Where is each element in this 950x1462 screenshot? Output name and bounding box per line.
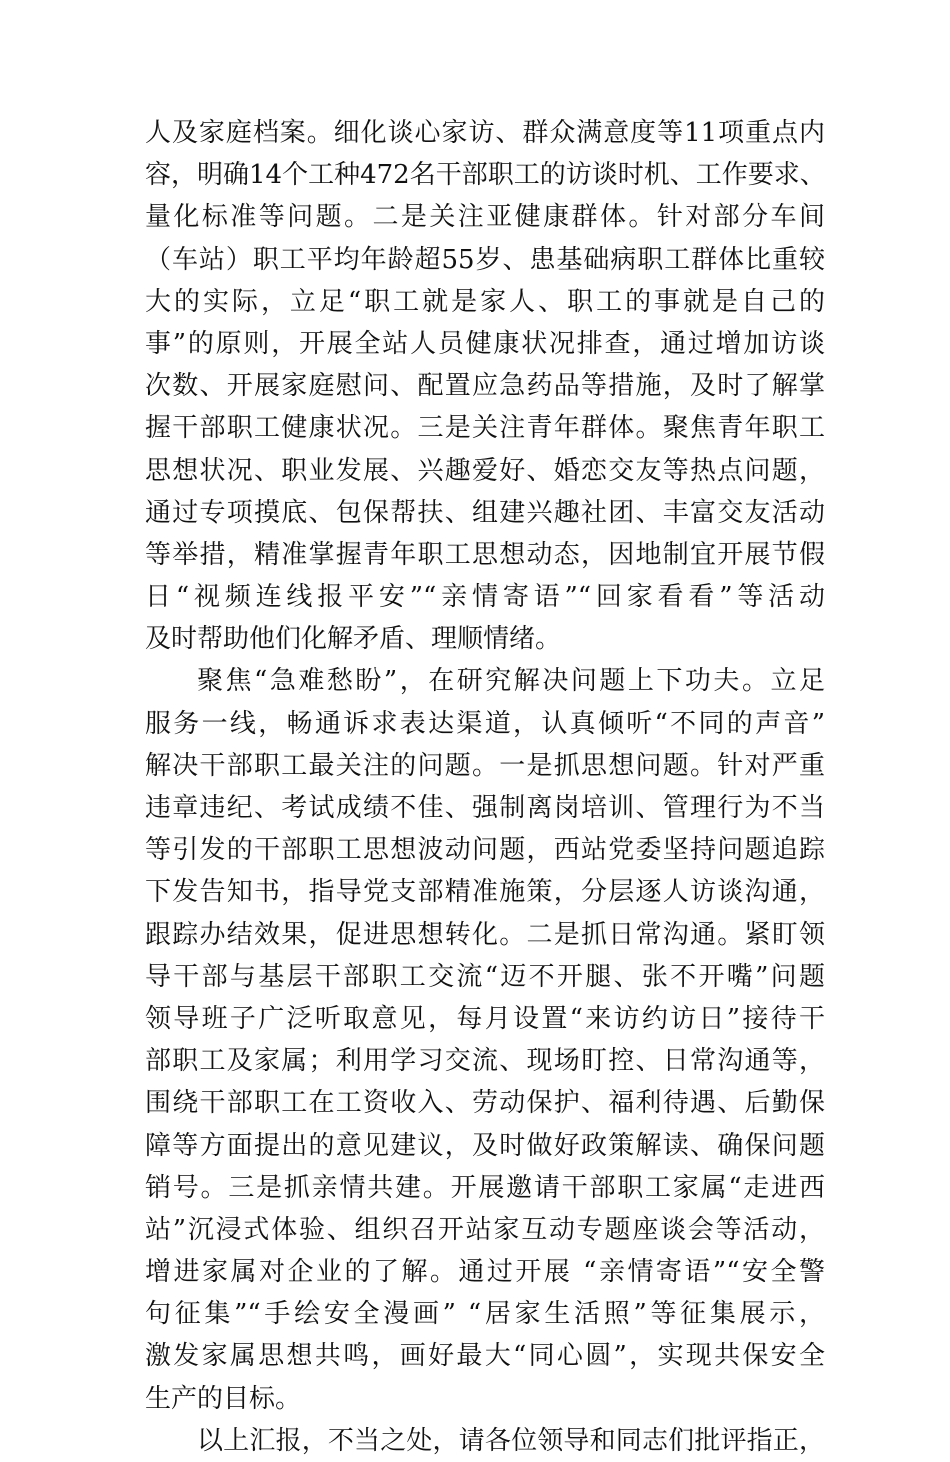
paragraph-care-groups-continued: [145, 112, 825, 660]
text-line: 解决干部职工最关注的问题。一是抓思想问题。针对严重: [145, 750, 825, 781]
text-line: 握干部职工健康状况。三是关注青年群体。聚焦青年职工: [145, 413, 825, 444]
text-line: 生产的目标。: [145, 1383, 302, 1414]
text-line: 次数、开展家庭慰问、配置应急药品等措施，及时了解掌: [145, 371, 825, 402]
text-line: 人及家庭档案。细化谈心家访、群众满意度等11项重点内: [145, 118, 825, 148]
text-line: 量化标准等问题。二是关注亚健康群体。针对部分车间: [145, 202, 825, 233]
text-line: 日“视频连线报平安”“亲情寄语”“回家看看”等活动: [145, 582, 825, 613]
text-line: 大的实际，立足“职工就是家人、职工的事就是自己的: [145, 286, 825, 317]
text-line: 思想状况、职业发展、兴趣爱好、婚恋交友等热点问题，: [145, 455, 825, 486]
paragraph-closing: [145, 1420, 825, 1462]
text-line: 以上汇报，不当之处，请各位领导和同志们批评指正，: [197, 1425, 825, 1456]
text-line: 下发告知书，指导党支部精准施策，分层逐人访谈沟通，: [145, 877, 825, 908]
text-line: 跟踪办结效果，促进思想转化。二是抓日常沟通。紧盯领: [145, 919, 825, 950]
text-line: 通过专项摸底、包保帮扶、组建兴趣社团、丰富交友活动: [145, 497, 825, 528]
text-line: 增进家属对企业的了解。通过开展 “亲情寄语”“安全警: [145, 1257, 825, 1288]
text-line: 及时帮助他们化解矛盾、理顺情绪。: [145, 624, 562, 655]
text-line: 站”沉浸式体验、组织召开站家互动专题座谈会等活动，: [145, 1214, 825, 1245]
text-line: 围绕干部职工在工资收入、劳动保护、福利待遇、后勤保: [145, 1088, 825, 1119]
text-line: 领导班子广泛听取意见，每月设置“来访约访日”接待干: [145, 1003, 825, 1034]
text-line: 部职工及家属；利用学习交流、现场盯控、日常沟通等，: [145, 1046, 825, 1077]
text-line: 聚焦“急难愁盼”，在研究解决问题上下功夫。立足: [197, 666, 825, 697]
text-line: 等引发的干部职工思想波动问题，西站党委坚持问题追踪: [145, 835, 825, 866]
text-line: 事”的原则，开展全站人员健康状况排查，通过增加访谈: [145, 328, 825, 359]
paragraph-solving-problems: [145, 660, 825, 1419]
text-line: 销号。三是抓亲情共建。开展邀请干部职工家属“走进西: [145, 1172, 825, 1203]
text-line: 句征集”“手绘安全漫画” “居家生活照”等征集展示，: [145, 1299, 825, 1330]
text-line: （车站）职工平均年龄超55岁、患基础病职工群体比重较: [145, 244, 825, 275]
text-line: 障等方面提出的意见建议，及时做好政策解读、确保问题: [145, 1130, 825, 1161]
text-line: 服务一线，畅通诉求表达渠道，认真倾听“不同的声音”: [145, 708, 825, 739]
body-text: [145, 112, 825, 1462]
text-line: 激发家属思想共鸣，画好最大“同心圆”，实现共保安全: [145, 1341, 825, 1372]
text-line: 违章违纪、考试成绩不佳、强制离岗培训、管理行为不当: [145, 793, 825, 823]
text-line: 等举措，精准掌握青年职工思想动态，因地制宜开展节假: [145, 539, 825, 570]
text-line: 容，明确14个工种472名干部职工的访谈时机、工作要求、: [145, 160, 826, 191]
text-line: 导干部与基层干部职工交流“迈不开腿、张不开嘴”问题: [145, 961, 825, 992]
